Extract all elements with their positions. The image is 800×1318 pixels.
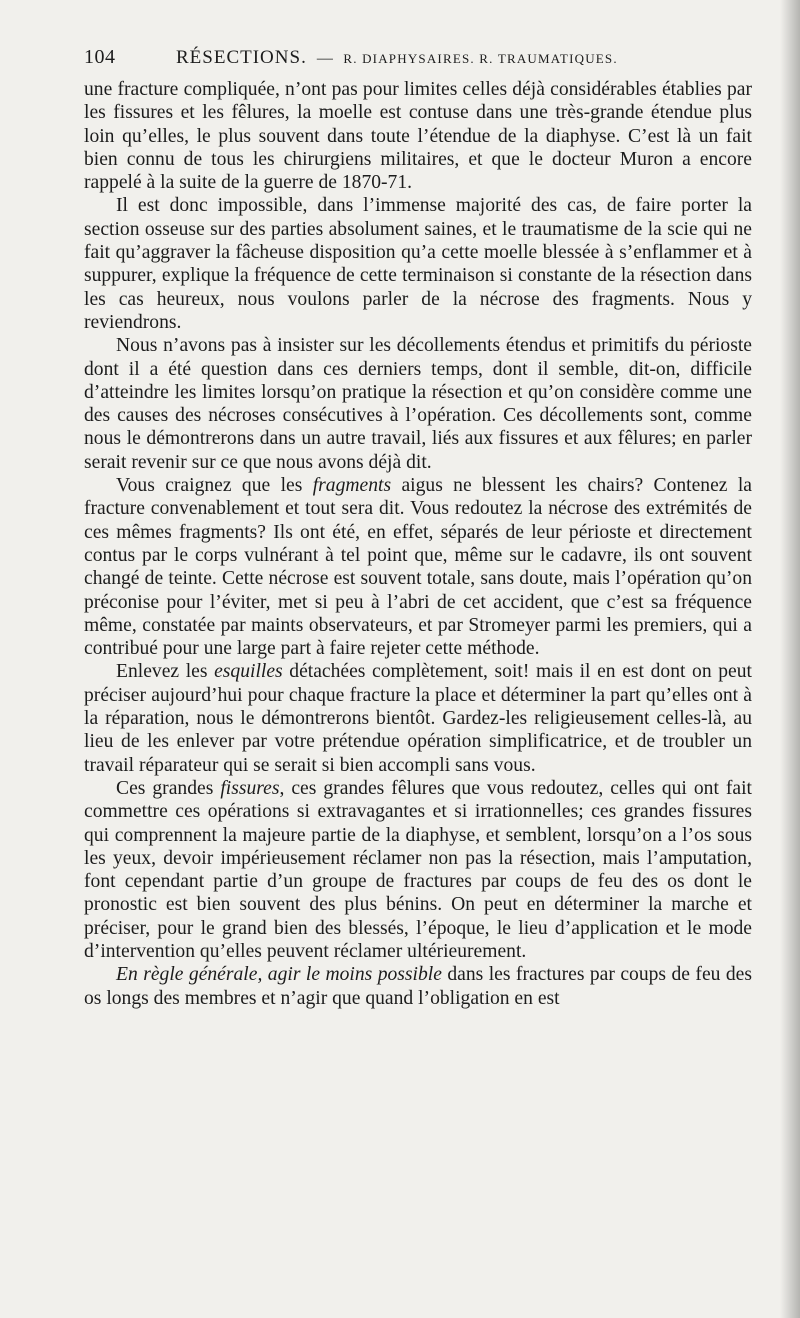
paragraph-text-post: aigus ne blessent les chairs? Contenez la fracture convenablement et tout sera dit. Vous redoutez la nécrose des extrémités de ces mêmes fragments? Ils ont été, en effet, séparés de leur périoste et directement contus par le corps vulnérant à tel point que, même sur le cadavre, ils ont souvent changé de teinte. Cette nécrose est souvent totale, sans doute, mais l’opération qu’on préconise pour l’éviter, met si peu à l’abri de cet accident, que c’est sa fréquence même, constatée par maints observateurs, et par Stromeyer parmi les premiers, qui a contribué pour une large part à faire rejeter cette méthode. xyxy=(84,475,753,660)
paragraph-text-post: , ces grandes fêlures que vous redoutez, celles qui ont fait commettre ces opérations si extravagantes et si irrationnelles; ces grandes fissures qui comprennent la majeure partie de la diaphyse, et semblent, lorsqu’on a l’os sous les yeux, devoir impérieusement réclamer non pas la résection, mais l’amputation, font cependant partie d’un groupe de fractures par coups de feu des os dont le pronostic est bien souvent des plus bénins. On peut en déterminer la marche et préciser, pour le grand bien des blessés, l’époque, le lieu d’application et le mode d’intervention qu’elles peuvent réclamer ultérieurement. xyxy=(84,777,752,962)
paragraph-text: une fracture compliquée, n’ont pas pour limites celles déjà considérables établies par les fissures et les fêlures, la moelle est contuse dans une très-grande étendue plus loin qu’elles, le plus souvent dans toute l’étendue de la diaphyse. C’est là un fait bien connu de tous les chirurgiens militaires, et que le docteur Muron a encore rappelé à la suite de la guerre de 1870-71. xyxy=(84,79,752,194)
page-edge-shadow xyxy=(780,0,800,1318)
italic-term: fragments xyxy=(312,475,392,497)
running-head-title: RÉSECTIONS. xyxy=(176,47,307,68)
paragraph-text-post: dans les fractures par coups de feu des os longs des membres et n’agir que quand l’obligation en est xyxy=(84,964,752,1009)
paragraph-text-pre: Vous craignez que les xyxy=(116,475,313,497)
paragraph-6 xyxy=(84,777,752,963)
page-number: 104 xyxy=(84,46,116,68)
italic-term: fissures xyxy=(220,777,280,799)
italic-phrase: En règle générale, agir le moins possible xyxy=(116,964,442,986)
paragraph-text-post: détachées complètement, soit! mais il en est dont on peut préciser aujourd’hui pour chaque fracture la place et déterminer la part qu’elles ont à la réparation, nous le démontrerons bientôt. Gardez-les religieusement celles-là, au lieu de les enlever par votre prétendue opération simplificatrice, et de troubler un travail réparateur qui se serait si bien accompli sans vous. xyxy=(84,661,752,776)
running-head xyxy=(84,46,752,78)
paragraph-1 xyxy=(84,78,752,194)
paragraph-text-pre: Enlevez les xyxy=(116,661,215,683)
paragraph-4 xyxy=(84,474,752,660)
paragraph-text: Nous n’avons pas à insister sur les décollements étendus et primitifs du périoste dont il a été question dans ces derniers temps, dont il semble, dit-on, difficile d’atteindre les limites lorsqu’on pratique la résection et qu’on considère comme une des causes des nécroses consécutives à l’opération. Ces décollements sont, comme nous le démontrerons dans un autre travail, liés aux fissures et aux fêlures; en parler serait revenir sur ce que nous avons déjà dit. xyxy=(84,335,752,473)
book-page xyxy=(84,46,752,1010)
running-head-separator: — xyxy=(316,50,334,67)
paragraph-text: Il est donc impossible, dans l’immense majorité des cas, de faire porter la section osseuse sur des parties absolument saines, et le traumatisme de la scie qui ne fait qu’aggraver la fâcheuse disposition qu’a cette moelle blessée à s’enflammer et à suppurer, explique la fréquence de cette terminaison si constante de la résection dans les cas heureux, nous voulons parler de la nécrose des fragments. Nous y reviendrons. xyxy=(84,195,752,333)
running-head-subtitle: R. DIAPHYSAIRES. R. TRAUMATIQUES. xyxy=(343,51,618,66)
paragraph-text-pre: Ces grandes xyxy=(116,777,221,799)
paragraph-3 xyxy=(84,334,752,474)
paragraph-7 xyxy=(84,963,752,1010)
paragraph-5 xyxy=(84,660,752,776)
paragraph-2 xyxy=(84,194,752,334)
italic-term: esquilles xyxy=(214,661,283,683)
